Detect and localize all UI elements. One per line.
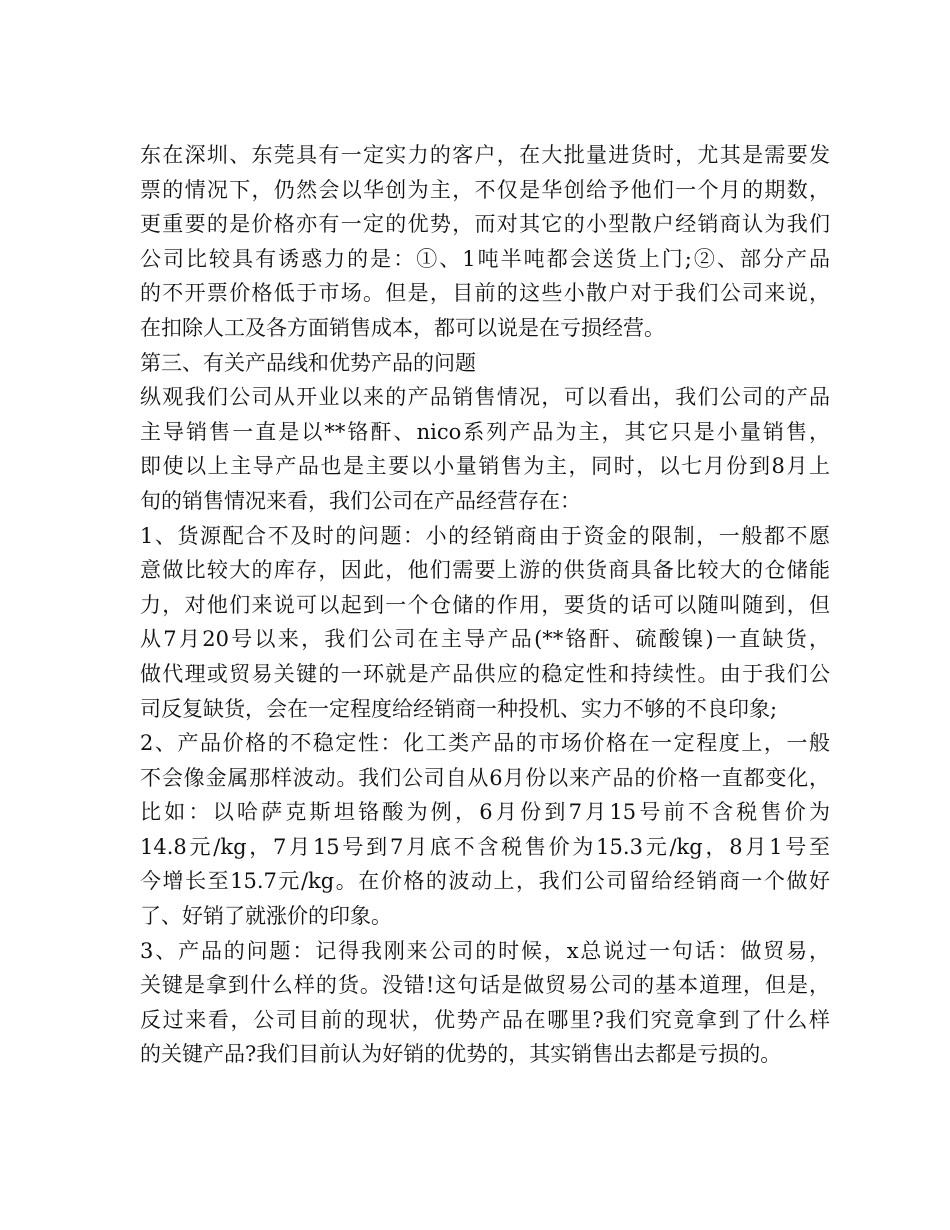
text-line: 在扣除人工及各方面销售成本，都可以说是在亏损经营。 xyxy=(140,315,665,340)
section-heading: 第三、有关产品线和优势产品的问题 xyxy=(140,350,476,375)
text-line: 主导销售一直是以**铬酐、nico系列产品为主，其它只是小量销售， xyxy=(140,419,830,444)
text-line: 司反复缺货，会在一定程度给经销商一种投机、实力不够的不良印象; xyxy=(140,696,778,721)
text-line: 意做比较大的库存，因此，他们需要上游的供货商具备比较大的仓储能 xyxy=(140,558,830,583)
text-line: 的不开票价格低于市场。但是，目前的这些小散户对于我们公司来说， xyxy=(140,281,830,306)
text-line: 东在深圳、东莞具有一定实力的客户，在大批量进货时，尤其是需要发 xyxy=(140,143,830,167)
text-line: 更重要的是价格亦有一定的优势，而对其它的小型散户经销商认为我们 xyxy=(140,212,830,237)
text-line: 反过来看，公司目前的现状，优势产品在哪里?我们究竟拿到了什么样 xyxy=(140,1007,830,1032)
text-line: 从7月20号以来，我们公司在主导产品(**铬酐、硫酸镍)一直缺货， xyxy=(140,627,830,652)
text-line: 不会像金属那样波动。我们公司自从6月份以来产品的价格一直都变化， xyxy=(140,765,830,790)
text-line: 3、产品的问题：记得我刚来公司的时候，x总说过一句话：做贸易， xyxy=(140,938,830,963)
text-line: 关键是拿到什么样的货。没错!这句话是做贸易公司的基本道理，但是， xyxy=(140,973,830,998)
document-body xyxy=(140,138,830,1072)
text-line: 纵观我们公司从开业以来的产品销售情况，可以看出，我们公司的产品 xyxy=(140,385,830,410)
text-line: 做代理或贸易关键的一环就是产品供应的稳定性和持续性。由于我们公 xyxy=(140,661,830,686)
text-line: 力，对他们来说可以起到一个仓储的作用，要货的话可以随叫随到，但 xyxy=(140,592,830,617)
text-line: 即使以上主导产品也是主要以小量销售为主，同时，以七月份到8月上 xyxy=(140,454,830,479)
text-line: 公司比较具有诱惑力的是：①、1吨半吨都会送货上门;②、部分产品 xyxy=(140,246,830,271)
text-line: 2、产品价格的不稳定性：化工类产品的市场价格在一定程度上，一般 xyxy=(140,731,830,756)
text-line: 的关键产品?我们目前认为好销的优势的，其实销售出去都是亏损的。 xyxy=(140,1042,782,1067)
text-line: 了、好销了就涨价的印象。 xyxy=(140,904,392,929)
text-line: 1、货源配合不及时的问题：小的经销商由于资金的限制，一般都不愿 xyxy=(140,523,830,548)
text-line: 旬的销售情况来看，我们公司在产品经营存在： xyxy=(140,488,581,513)
text-line: 14.8元/kg，7月15号到7月底不含税售价为15.3元/kg，8月1号至 xyxy=(140,834,830,859)
text-line: 今增长至15.7元/kg。在价格的波动上，我们公司留给经销商一个做好 xyxy=(140,869,830,894)
text-line: 票的情况下，仍然会以华创为主，不仅是华创给予他们一个月的期数， xyxy=(140,177,830,202)
text-line: 比如：以哈萨克斯坦铬酸为例，6月份到7月15号前不含税售价为 xyxy=(140,800,830,825)
